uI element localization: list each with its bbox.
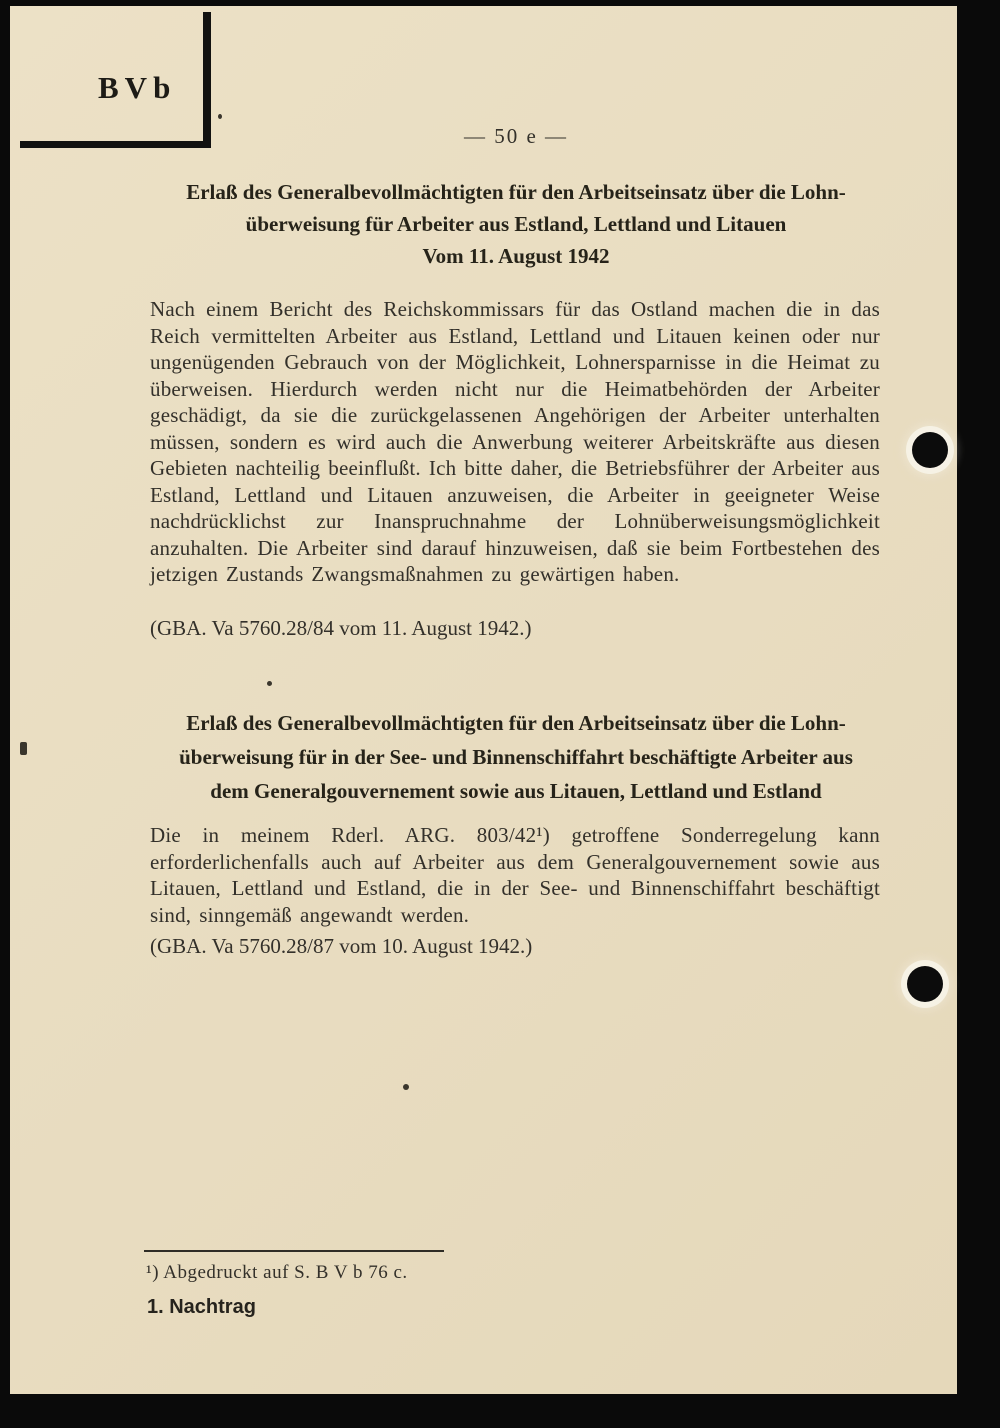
section1-body-paragraph: Nach einem Bericht des Reichskommissars für das Ostland machen die in das Reich vermittelten Arbeiter aus Estland, Lettland und Litauen keinen oder nur ungenügenden Gebrauch von der Möglichkeit, Lohnersparnisse in die Heimat zu überweisen. Hierdurch werden nicht nur die Heimatbehörden der Arbeiter geschädigt, da sie die zurückgelassenen Angehörigen der Arbeiter unterhalten müssen, sondern es wird auch die Anwerbung weiterer Arbeitskräfte aus diesen Gebieten nachteilig beeinflußt. Ich bitte daher, die Betriebsführer der Arbeiter aus Estland, Lettland und Litauen anzuweisen, die Arbeiter in geeigneter Weise nachdrücklichst zur Inanspruchnahme der Lohnüberweisungsmöglichkeit anzuhalten. Die Arbeiter sind darauf hinzuweisen, daß sie beim Fortbestehen des jetzigen Zustands Zwangsmaßnahmen zu gewärtigen haben.: [150, 297, 880, 586]
scan-speck: [403, 1084, 409, 1090]
section1-heading-line2: überweisung für Arbeiter aus Estland, Lettland und Litauen: [245, 212, 787, 236]
footnote-text: ¹) Abgedruckt auf S. B V b 76 c.: [146, 1262, 408, 1283]
section1-citation: (GBA. Va 5760.28/84 vom 11. August 1942.): [150, 616, 532, 640]
section2-body-paragraph: Die in meinem Rderl. ARG. 803/42¹) getroffene Sonderregelung kann erforderlichenfalls auch auf Arbeiter aus dem Generalgouvernement sowie aus Litauen, Lettland und Estland, die in der See- und Binnenschiffahrt beschäftigt sind, sinngemäß angewandt werden.: [150, 823, 880, 927]
page-number: — 50 e —: [463, 124, 569, 148]
footnote-separator-rule: [144, 1250, 444, 1252]
section2-heading-line2: überweisung für in der See- und Binnenschiffahrt beschäftigte Arbeiter aus: [179, 745, 853, 769]
scan-speck: [267, 681, 272, 686]
section1-heading-line1: Erlaß des Generalbevollmächtigten für den Arbeitseinsatz über die Lohn-: [186, 180, 846, 204]
section1-heading: [148, 176, 884, 240]
punch-hole-bottom: [907, 966, 943, 1002]
supplement-label: 1. Nachtrag: [147, 1296, 256, 1318]
scan-speck: [20, 742, 27, 755]
section1-date-line: Vom 11. August 1942: [422, 244, 610, 268]
section2-heading-line1: Erlaß des Generalbevollmächtigten für den Arbeitseinsatz über die Lohn-: [186, 711, 846, 735]
section-corner-label: BVb: [98, 70, 177, 105]
document-page: [10, 6, 957, 1394]
scan-speck: [218, 114, 222, 119]
section2-heading: [148, 706, 884, 808]
section2-citation: (GBA. Va 5760.28/87 vom 10. August 1942.): [150, 934, 533, 958]
punch-hole-top: [912, 432, 948, 468]
section2-heading-line3: dem Generalgouvernement sowie aus Litauen, Lettland und Estland: [210, 779, 822, 803]
